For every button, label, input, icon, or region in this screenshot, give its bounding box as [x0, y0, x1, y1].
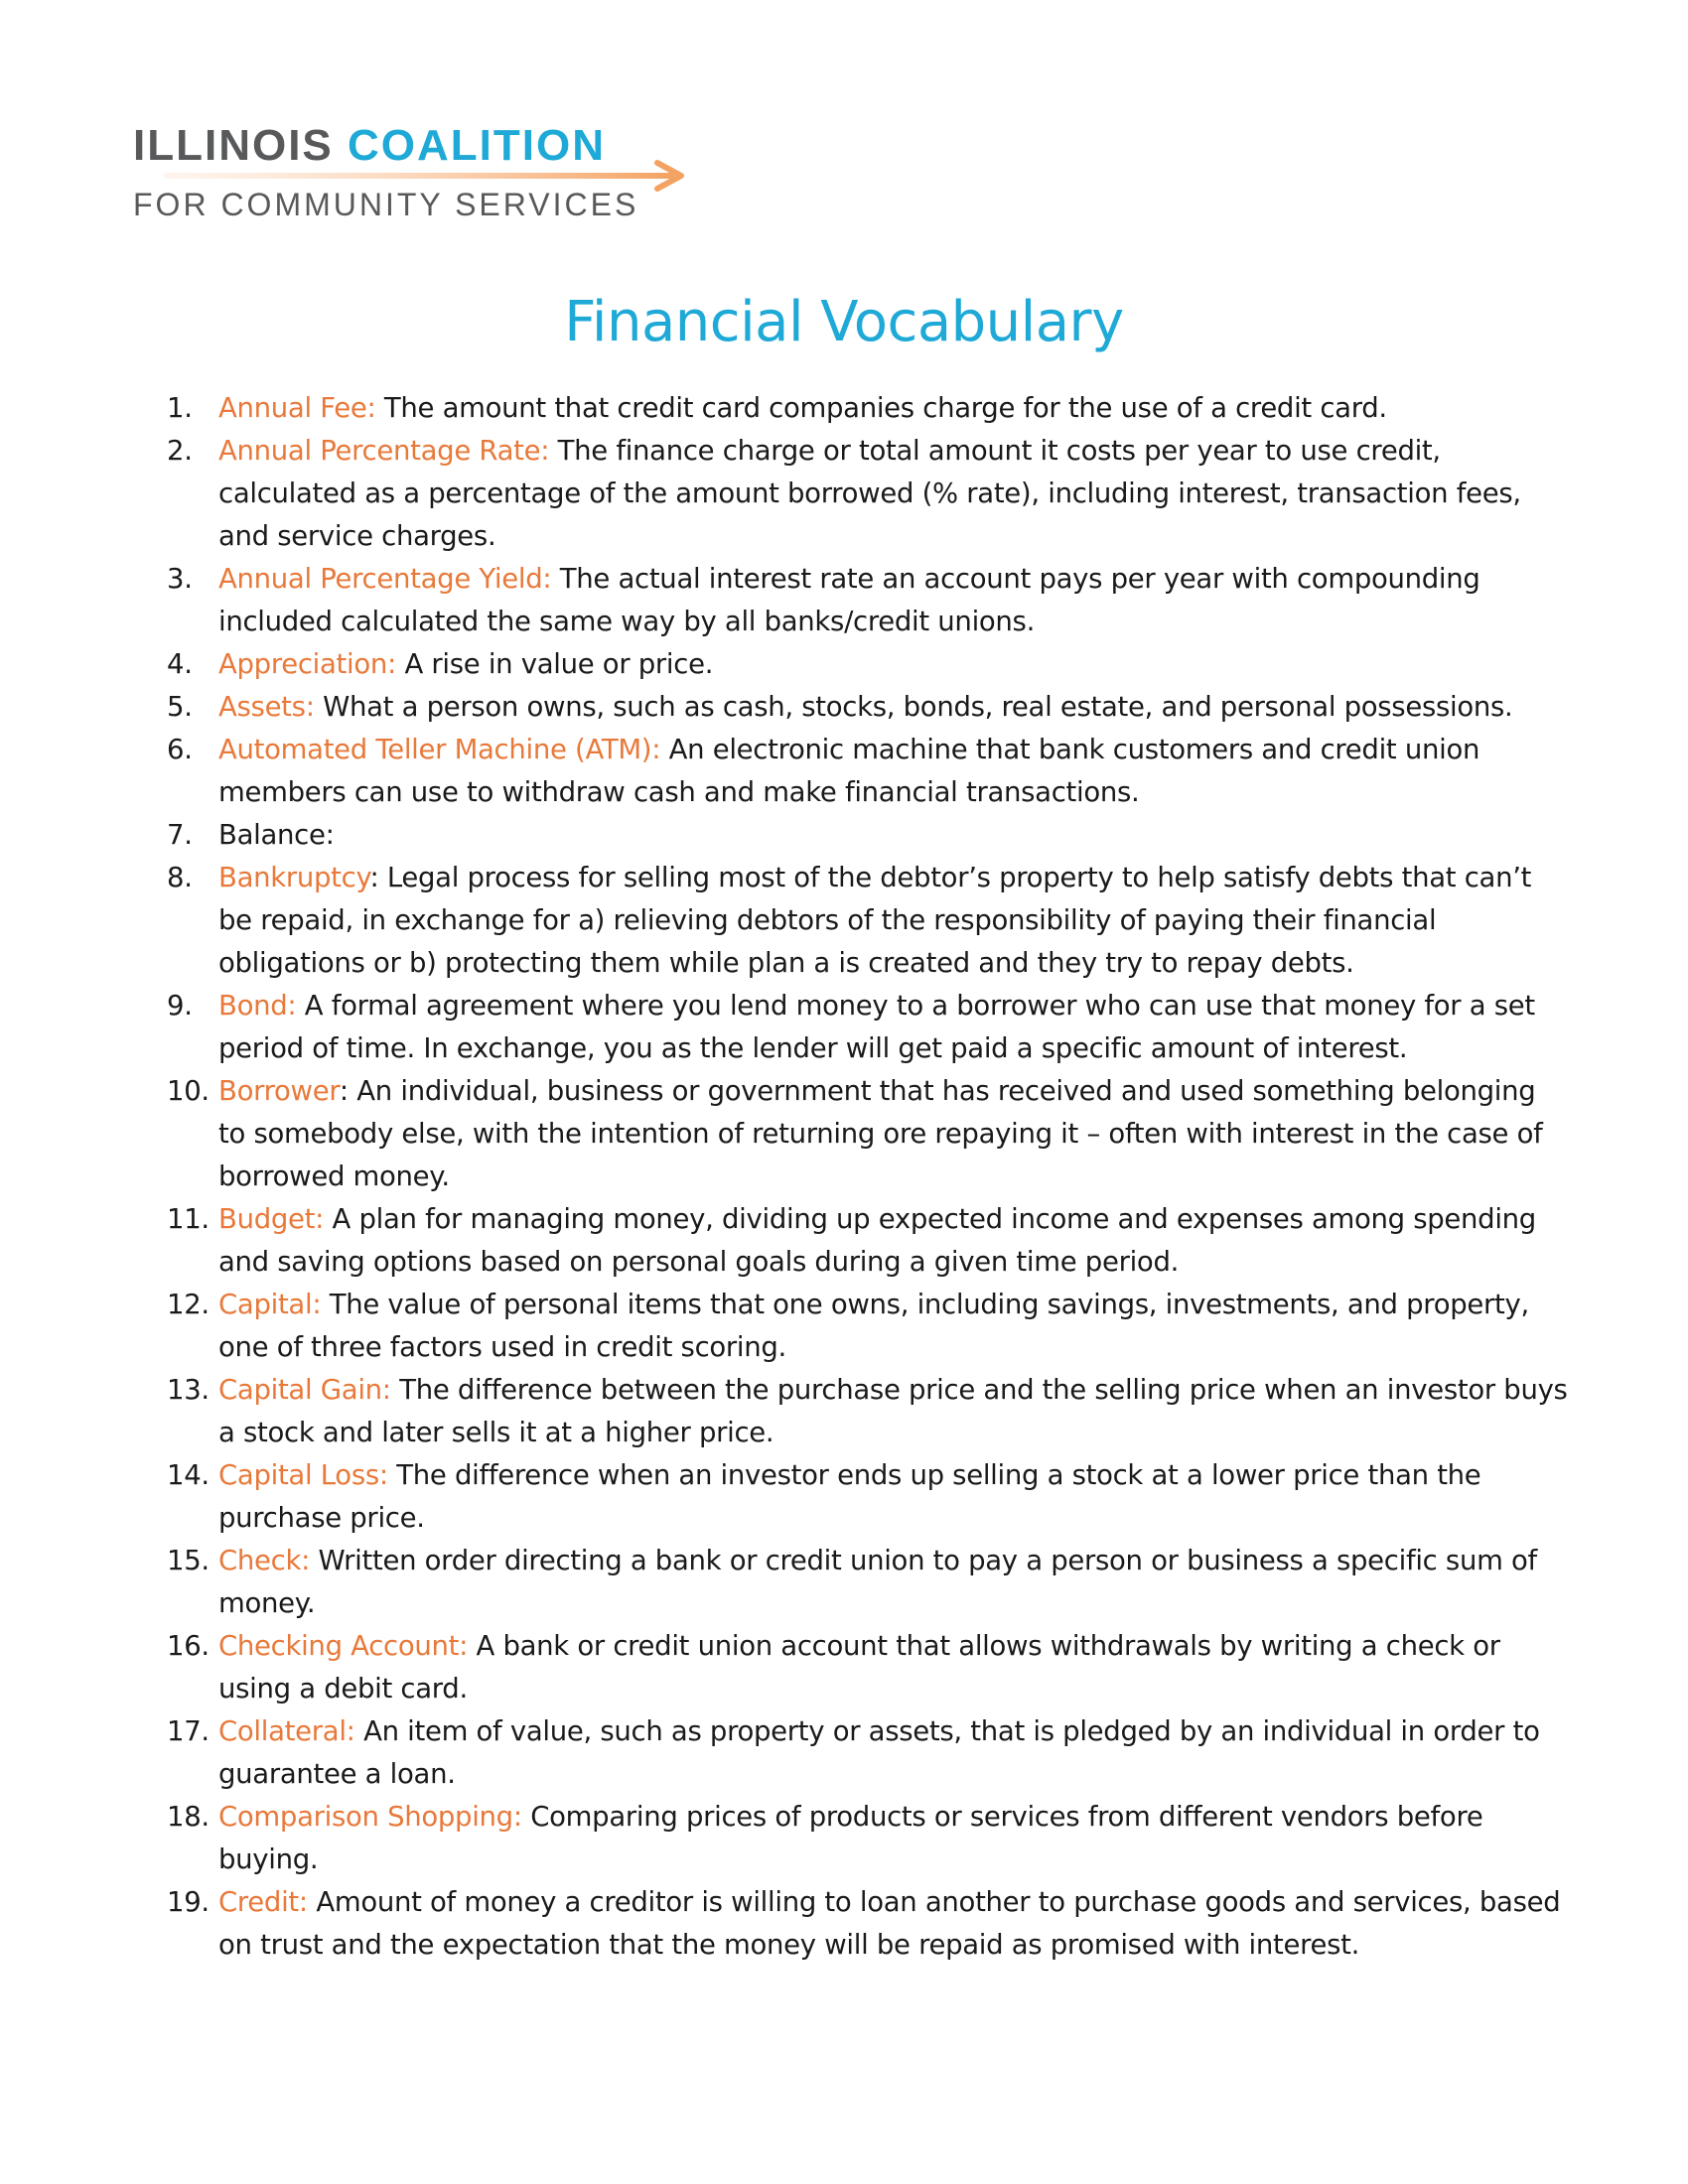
vocabulary-term: Capital Gain: — [218, 1374, 391, 1406]
vocabulary-item — [0, 558, 1688, 643]
vocabulary-item — [0, 1198, 1688, 1284]
vocabulary-definition: Comparing prices of products or services from different vendors before buying. — [218, 1801, 1483, 1875]
vocabulary-term: Capital Loss: — [218, 1459, 388, 1491]
vocabulary-item — [0, 1454, 1688, 1540]
item-number: 15. — [167, 1545, 210, 1576]
item-number: 13. — [167, 1374, 210, 1406]
vocabulary-definition: : Legal process for selling most of the debtor’s property to help satisfy debts that can’t be repaid, in exchange for a) relieving debtors of the responsibility of paying their financial obligations or b) protecting them while plan a is created and they try to repay debts. — [218, 862, 1532, 979]
vocabulary-definition: Written order directing a bank or credit union to pay a person or business a specific sum of money. — [218, 1545, 1537, 1619]
vocabulary-definition: A bank or credit union account that allows withdrawals by writing a check or using a debit card. — [218, 1630, 1500, 1705]
vocabulary-item — [0, 1070, 1688, 1198]
vocabulary-definition: A formal agreement where you lend money to a borrower who can use that money for a set period of time. In exchange, you as the lender will get paid a specific amount of interest. — [218, 990, 1535, 1064]
vocabulary-definition: The difference between the purchase price and the selling price when an investor buys a stock and later sells it at a higher price. — [218, 1374, 1568, 1448]
vocabulary-definition: Amount of money a creditor is willing to loan another to purchase goods and services, based on trust and the expectation that the money will be repaid as promised with interest. — [218, 1886, 1561, 1961]
vocabulary-item — [0, 1284, 1688, 1369]
vocabulary-definition: An electronic machine that bank customers and credit union members can use to withdraw cash and make financial transactions. — [218, 734, 1480, 808]
vocabulary-item — [0, 387, 1688, 430]
vocabulary-definition: A rise in value or price. — [396, 648, 714, 680]
vocabulary-term: Credit: — [218, 1886, 308, 1918]
page-title: Financial Vocabulary — [564, 290, 1124, 354]
item-number: 6. — [167, 734, 193, 765]
vocabulary-item — [0, 1540, 1688, 1625]
item-number: 12. — [167, 1289, 210, 1320]
vocabulary-definition: Balance: — [218, 819, 335, 851]
vocabulary-term: Comparison Shopping: — [218, 1801, 522, 1833]
vocabulary-term: Checking Account: — [218, 1630, 469, 1662]
vocabulary-definition: The finance charge or total amount it costs per year to use credit, calculated as a percentage of the amount borrowed (% rate), including interest, transaction fees, and service charges. — [218, 435, 1521, 552]
vocabulary-term: Assets: — [218, 691, 315, 723]
item-number: 10. — [167, 1075, 210, 1107]
item-number: 17. — [167, 1715, 210, 1747]
vocabulary-term: Bankruptcy — [218, 862, 370, 893]
vocabulary-item — [0, 1881, 1688, 1967]
item-number: 16. — [167, 1630, 210, 1662]
logo-word-coalition: COALITION — [348, 121, 606, 170]
logo-subtitle: FOR COMMUNITY SERVICES — [133, 187, 639, 222]
logo-word-illinois: ILLINOIS — [133, 121, 334, 170]
vocabulary-item — [0, 1625, 1688, 1710]
vocabulary-term: Automated Teller Machine (ATM): — [218, 734, 661, 765]
vocabulary-item — [0, 1710, 1688, 1796]
vocabulary-item — [0, 686, 1688, 729]
vocabulary-item — [0, 729, 1688, 814]
item-number: 1. — [167, 392, 193, 424]
item-number: 2. — [167, 435, 193, 467]
item-number: 19. — [167, 1886, 210, 1918]
vocabulary-item — [0, 430, 1688, 558]
vocabulary-definition: The actual interest rate an account pays per year with compounding included calculated the same way by all banks/credit unions. — [218, 563, 1480, 637]
vocabulary-term: Bond: — [218, 990, 297, 1022]
vocabulary-term: Collateral: — [218, 1715, 355, 1747]
organization-logo — [133, 121, 699, 230]
vocabulary-definition: The value of personal items that one owns, including savings, investments, and property, one of three factors used in credit scoring. — [218, 1289, 1529, 1363]
vocabulary-item — [0, 985, 1688, 1070]
vocabulary-definition: The amount that credit card companies charge for the use of a credit card. — [375, 392, 1387, 424]
item-number: 18. — [167, 1801, 210, 1833]
vocabulary-item — [0, 857, 1688, 985]
item-number: 7. — [167, 819, 193, 851]
item-number: 4. — [167, 648, 193, 680]
vocabulary-definition: What a person owns, such as cash, stocks, bonds, real estate, and personal possessions. — [314, 691, 1513, 723]
item-number: 9. — [167, 990, 193, 1022]
vocabulary-term: Annual Percentage Yield: — [218, 563, 552, 595]
item-number: 3. — [167, 563, 193, 595]
vocabulary-definition: A plan for managing money, dividing up expected income and expenses among spending and saving options based on personal goals during a given time period. — [218, 1203, 1536, 1278]
vocabulary-term: Annual Percentage Rate: — [218, 435, 550, 467]
item-number: 14. — [167, 1459, 210, 1491]
item-number: 5. — [167, 691, 193, 723]
vocabulary-term: Check: — [218, 1545, 311, 1576]
vocabulary-definition: : An individual, business or government that has received and used something belonging to somebody else, with the intention of returning ore repaying it – often with interest in the case of borrowed money. — [218, 1075, 1543, 1192]
vocabulary-list — [0, 387, 1688, 1967]
vocabulary-term: Budget: — [218, 1203, 325, 1235]
vocabulary-term: Appreciation: — [218, 648, 396, 680]
vocabulary-definition: The difference when an investor ends up selling a stock at a lower price than the purchase price. — [218, 1459, 1481, 1534]
vocabulary-item — [0, 1796, 1688, 1881]
vocabulary-item — [0, 814, 1688, 857]
vocabulary-term: Borrower — [218, 1075, 340, 1107]
vocabulary-item — [0, 1369, 1688, 1454]
item-number: 8. — [167, 862, 193, 893]
vocabulary-term: Annual Fee: — [218, 392, 376, 424]
vocabulary-item — [0, 643, 1688, 686]
vocabulary-definition: An item of value, such as property or assets, that is pledged by an individual in order to guarantee a loan. — [218, 1715, 1540, 1790]
vocabulary-term: Capital: — [218, 1289, 322, 1320]
item-number: 11. — [167, 1203, 210, 1235]
